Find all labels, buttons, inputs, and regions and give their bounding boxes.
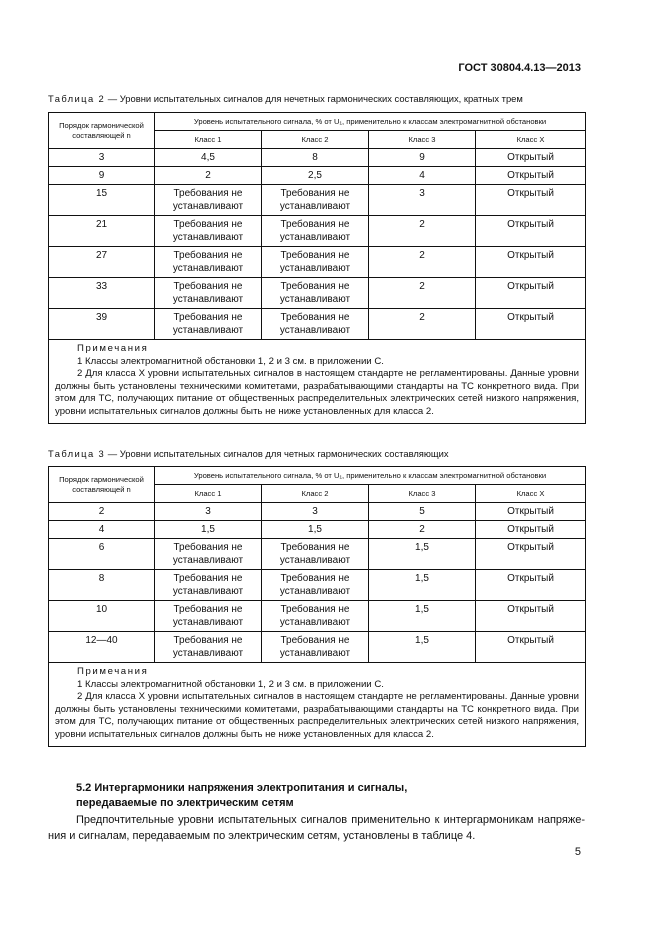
table-cell: 9 <box>369 149 476 167</box>
table-cell: 8 <box>262 149 369 167</box>
table-cell: 3 <box>155 503 262 521</box>
table-cell: Требования не устанавливают <box>262 570 369 601</box>
table-cell: Требования не устанавливают <box>155 601 262 632</box>
table-cell: 5 <box>369 503 476 521</box>
table3-header-order: Порядок гармонической составляющей n <box>49 467 155 503</box>
table-cell: 3 <box>369 185 476 216</box>
table3 <box>48 466 586 747</box>
table-cell: Требования не устанавливают <box>262 185 369 216</box>
table2-notes <box>49 340 586 424</box>
table-cell: 6 <box>49 539 155 570</box>
table-cell: 27 <box>49 247 155 278</box>
table2-note-2: 2 Для класса X уровни испытательных сигналов в настоящем стандарте не регламентированы. Данные уровни должны быть установлены техническими комитетами, разрабатывающими стандарты на ТС конкретного вида. При этом для ТС, получающих питание от общественных распределительных электрических сетей низкого напряжения, уровни испытательных сигналов должны быть не ниже установленных для класса 2. <box>55 368 580 417</box>
table-row <box>49 539 586 570</box>
table2-caption-text: — Уровни испытательных сигналов для нечетных гармонических составляющих, кратных трем <box>105 93 523 104</box>
table-cell: 2 <box>49 503 155 521</box>
table-cell: Открытый <box>476 570 586 601</box>
table-cell: 10 <box>49 601 155 632</box>
table-cell: 8 <box>49 570 155 601</box>
table2-caption-label: Таблица 2 <box>48 93 106 104</box>
table2-notes-title: Примечания <box>77 343 149 354</box>
table-cell: Открытый <box>476 503 586 521</box>
table-cell: Требования не устанавливают <box>262 632 369 663</box>
table-cell: Открытый <box>476 185 586 216</box>
table-cell: Открытый <box>476 247 586 278</box>
table2-header-class-1: Класс 1 <box>155 131 262 149</box>
table-row <box>49 167 586 185</box>
table2 <box>48 112 586 424</box>
table-cell: 21 <box>49 216 155 247</box>
table-cell: Открытый <box>476 632 586 663</box>
table-cell: 3 <box>49 149 155 167</box>
table-cell: 2 <box>369 309 476 340</box>
table3-note-1: 1 Классы электромагнитной обстановки 1, 2 и 3 см. в приложении С. <box>77 678 384 690</box>
table-row <box>49 570 586 601</box>
table-cell: Требования не устанавливают <box>262 539 369 570</box>
table-row <box>49 503 586 521</box>
table-cell: Требования не устанавливают <box>155 539 262 570</box>
table3-caption-label: Таблица 3 <box>48 448 106 459</box>
table-cell: 2 <box>369 216 476 247</box>
table3-header-level: Уровень испытательного сигнала, % от U₁, применительно к классам электромагнитной обстановки <box>155 467 586 485</box>
document-code: ГОСТ 30804.4.13—2013 <box>458 62 581 74</box>
table2-header-class-x: Класс X <box>476 131 586 149</box>
table-cell: 2 <box>369 521 476 539</box>
table3-header-class-x: Класс X <box>476 485 586 503</box>
table-cell: Открытый <box>476 149 586 167</box>
table2-note-1: 1 Классы электромагнитной обстановки 1, 2 и 3 см. в приложении С. <box>77 355 384 367</box>
table-cell: Требования не устанавливают <box>155 570 262 601</box>
table-cell: Открытый <box>476 309 586 340</box>
table-cell: 1,5 <box>155 521 262 539</box>
table-cell: Требования не устанавливают <box>155 185 262 216</box>
table-cell: Открытый <box>476 601 586 632</box>
table-cell: 39 <box>49 309 155 340</box>
table-cell: 15 <box>49 185 155 216</box>
table3-note-2: 2 Для класса X уровни испытательных сигналов в настоящем стандарте не регламентированы. Данные уровни должны быть установлены техническими комитетами, разрабатывающими стандарты на ТС конкретного вида. При этом для ТС, получающих питание от общественных распределительных электрических сетей низкого напряжения, уровни испытательных сигналов должны быть не ниже установленных для класса 2. <box>55 691 580 740</box>
table-cell: 2 <box>155 167 262 185</box>
table-row <box>49 521 586 539</box>
table2-body <box>49 149 586 340</box>
table-cell: Требования не устанавливают <box>262 216 369 247</box>
table-cell: 1,5 <box>262 521 369 539</box>
table-cell: Требования не устанавливают <box>155 278 262 309</box>
table-cell: 33 <box>49 278 155 309</box>
table-cell: 3 <box>262 503 369 521</box>
table-cell: Открытый <box>476 278 586 309</box>
table3-header-class-1: Класс 1 <box>155 485 262 503</box>
table-row <box>49 185 586 216</box>
table-cell: 2 <box>369 278 476 309</box>
table-cell: 1,5 <box>369 570 476 601</box>
page-number: 5 <box>574 846 581 858</box>
table-cell: 12—40 <box>49 632 155 663</box>
table-cell: Требования не устанавливают <box>155 247 262 278</box>
table-cell: 1,5 <box>369 601 476 632</box>
table-cell: 2,5 <box>262 167 369 185</box>
table-row <box>49 216 586 247</box>
table-cell: 4 <box>49 521 155 539</box>
table-cell: 4 <box>369 167 476 185</box>
table-cell: 9 <box>49 167 155 185</box>
section-paragraph: Предпочтительные уровни испытательных сигналов применительно к интергармоникам напряже-ния и сигналам, передаваемым по электрическим сетям, установлены в таблице 4. <box>48 814 585 842</box>
section-heading-line-2: передаваемые по электрическим сетям <box>76 797 294 809</box>
table-cell: Открытый <box>476 539 586 570</box>
table-row <box>49 149 586 167</box>
table-cell: Открытый <box>476 216 586 247</box>
table3-caption <box>48 448 449 459</box>
table3-header-class-3: Класс 3 <box>369 485 476 503</box>
section-heading-line-1: 5.2 Интергармоники напряжения электропитания и сигналы, <box>76 782 408 794</box>
table-cell: Требования не устанавливают <box>155 309 262 340</box>
table-row <box>49 309 586 340</box>
table-cell: Открытый <box>476 521 586 539</box>
table-cell: 4,5 <box>155 149 262 167</box>
table2-header-order: Порядок гармонической составляющей n <box>49 113 155 149</box>
table3-header-class-2: Класс 2 <box>262 485 369 503</box>
table3-notes-title: Примечания <box>77 666 149 677</box>
section-heading <box>76 781 407 811</box>
table-row <box>49 247 586 278</box>
table-cell: Требования не устанавливают <box>155 216 262 247</box>
table2-caption <box>48 93 523 104</box>
table-cell: 1,5 <box>369 539 476 570</box>
table-row <box>49 601 586 632</box>
table-cell: Требования не устанавливают <box>262 247 369 278</box>
table2-header-level: Уровень испытательного сигнала, % от U₁, применительно к классам электромагнитной обстановки <box>155 113 586 131</box>
table3-body <box>49 503 586 663</box>
table2-header-class-2: Класс 2 <box>262 131 369 149</box>
table3-notes <box>49 663 586 747</box>
table2-header-class-3: Класс 3 <box>369 131 476 149</box>
table-cell: Требования не устанавливают <box>262 278 369 309</box>
table-row <box>49 278 586 309</box>
table-cell: Открытый <box>476 167 586 185</box>
table-cell: 2 <box>369 247 476 278</box>
table3-caption-text: — Уровни испытательных сигналов для четных гармонических составляющих <box>105 448 449 459</box>
table-cell: Требования не устанавливают <box>262 309 369 340</box>
table-cell: Требования не устанавливают <box>262 601 369 632</box>
table-row <box>49 632 586 663</box>
table-cell: Требования не устанавливают <box>155 632 262 663</box>
table-cell: 1,5 <box>369 632 476 663</box>
